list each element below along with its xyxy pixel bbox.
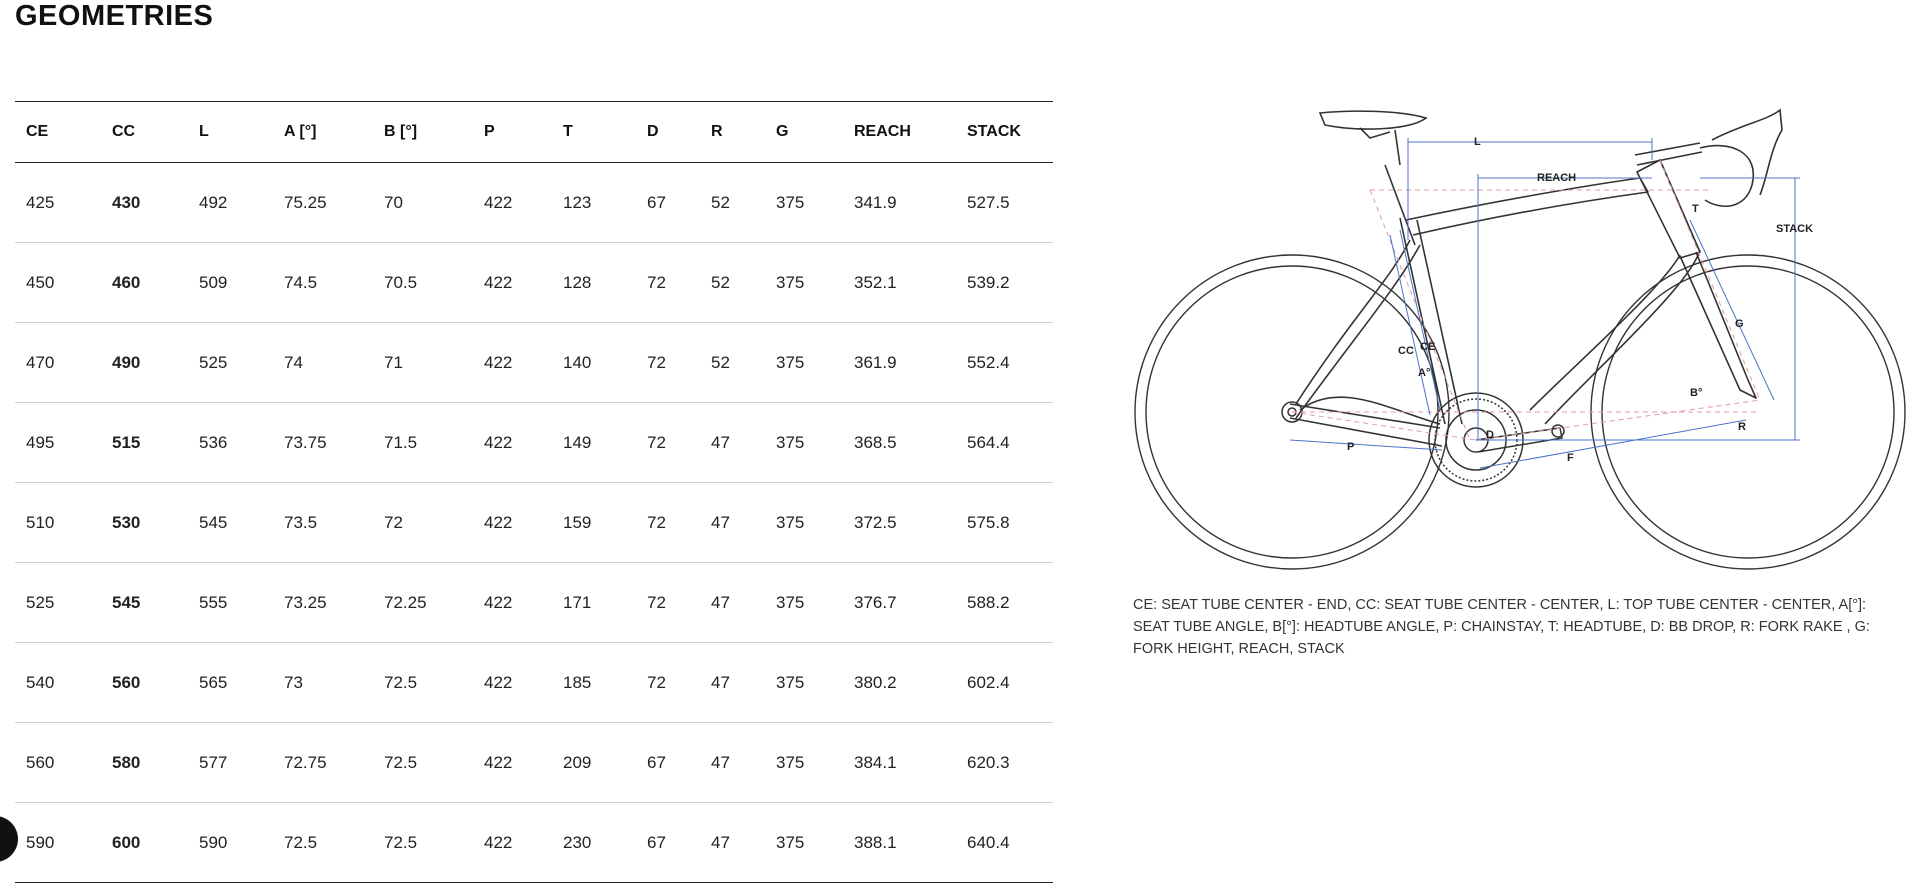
cell-cc: 460 [101, 243, 188, 323]
cell-l: 545 [188, 483, 273, 563]
cell-b: 72.5 [373, 643, 473, 723]
table-row [15, 163, 1053, 243]
column-header-b: B [°] [373, 102, 473, 163]
cell-d: 67 [636, 723, 700, 803]
cell-l: 565 [188, 643, 273, 723]
cell-g: 375 [765, 643, 843, 723]
table-row [15, 723, 1053, 803]
cell-a: 74 [273, 323, 373, 403]
label-a: A° [1418, 367, 1431, 379]
table-header-row [15, 102, 1053, 163]
cell-r: 47 [700, 563, 765, 643]
cell-t: 149 [552, 403, 636, 483]
cell-b: 72.5 [373, 723, 473, 803]
label-t: T [1692, 203, 1699, 215]
cell-p: 422 [473, 403, 552, 483]
cell-reach: 361.9 [843, 323, 956, 403]
cell-reach: 341.9 [843, 163, 956, 243]
cell-r: 47 [700, 483, 765, 563]
frame [1290, 130, 1756, 446]
cell-g: 375 [765, 163, 843, 243]
cell-stack: 620.3 [956, 723, 1053, 803]
cell-a: 74.5 [273, 243, 373, 323]
cell-ce: 450 [15, 243, 101, 323]
cell-p: 422 [473, 643, 552, 723]
label-f: F [1567, 452, 1574, 464]
label-reach: REACH [1537, 172, 1577, 184]
cell-cc: 490 [101, 323, 188, 403]
cell-ce: 510 [15, 483, 101, 563]
label-ce: CE [1420, 341, 1436, 353]
cell-l: 555 [188, 563, 273, 643]
label-r: R [1738, 421, 1746, 433]
cell-cc: 515 [101, 403, 188, 483]
cell-d: 72 [636, 563, 700, 643]
cell-g: 375 [765, 323, 843, 403]
column-header-cc: CC [101, 102, 188, 163]
cell-p: 422 [473, 163, 552, 243]
cell-reach: 372.5 [843, 483, 956, 563]
cell-d: 67 [636, 163, 700, 243]
cell-t: 128 [552, 243, 636, 323]
label-b: B° [1690, 387, 1703, 399]
table-row [15, 243, 1053, 323]
cell-p: 422 [473, 243, 552, 323]
cell-b: 71.5 [373, 403, 473, 483]
cell-ce: 470 [15, 323, 101, 403]
cell-t: 209 [552, 723, 636, 803]
label-stack: STACK [1776, 223, 1814, 235]
cell-p: 422 [473, 323, 552, 403]
cell-b: 72.5 [373, 803, 473, 883]
cell-cc: 530 [101, 483, 188, 563]
cell-g: 375 [765, 723, 843, 803]
cell-reach: 384.1 [843, 723, 956, 803]
cell-t: 123 [552, 163, 636, 243]
cell-g: 375 [765, 483, 843, 563]
column-header-l: L [188, 102, 273, 163]
cell-d: 72 [636, 483, 700, 563]
cell-p: 422 [473, 803, 552, 883]
label-d: D [1486, 429, 1494, 441]
cell-ce: 590 [15, 803, 101, 883]
cell-stack: 640.4 [956, 803, 1053, 883]
page-title: GEOMETRIES [15, 0, 214, 32]
table-row [15, 483, 1053, 563]
bike-geometry-diagram [1130, 100, 1910, 580]
cell-ce: 540 [15, 643, 101, 723]
cell-g: 375 [765, 803, 843, 883]
cell-reach: 368.5 [843, 403, 956, 483]
cell-r: 52 [700, 243, 765, 323]
column-header-ce: CE [15, 102, 101, 163]
table-row [15, 643, 1053, 723]
cell-d: 72 [636, 643, 700, 723]
label-g: G [1735, 318, 1744, 330]
cell-r: 47 [700, 403, 765, 483]
handlebar [1635, 110, 1782, 206]
cell-l: 590 [188, 803, 273, 883]
cell-t: 140 [552, 323, 636, 403]
cell-ce: 495 [15, 403, 101, 483]
cell-l: 577 [188, 723, 273, 803]
cell-d: 67 [636, 803, 700, 883]
cell-g: 375 [765, 403, 843, 483]
saddle [1320, 111, 1426, 138]
column-header-stack: STACK [956, 102, 1053, 163]
cell-a: 75.25 [273, 163, 373, 243]
cell-r: 52 [700, 163, 765, 243]
cell-b: 70 [373, 163, 473, 243]
cell-t: 171 [552, 563, 636, 643]
cell-reach: 352.1 [843, 243, 956, 323]
cell-b: 71 [373, 323, 473, 403]
column-header-t: T [552, 102, 636, 163]
cell-l: 509 [188, 243, 273, 323]
cell-a: 73 [273, 643, 373, 723]
cell-a: 73.5 [273, 483, 373, 563]
cell-r: 47 [700, 803, 765, 883]
column-header-r: R [700, 102, 765, 163]
cell-stack: 602.4 [956, 643, 1053, 723]
cell-stack: 527.5 [956, 163, 1053, 243]
cell-d: 72 [636, 403, 700, 483]
cell-b: 72 [373, 483, 473, 563]
label-p: P [1347, 441, 1355, 453]
cell-t: 230 [552, 803, 636, 883]
cell-l: 525 [188, 323, 273, 403]
cell-d: 72 [636, 323, 700, 403]
cell-ce: 525 [15, 563, 101, 643]
cell-ce: 425 [15, 163, 101, 243]
dimension-lines [1290, 138, 1800, 468]
column-header-reach: REACH [843, 102, 956, 163]
cell-p: 422 [473, 483, 552, 563]
cell-r: 52 [700, 323, 765, 403]
cell-stack: 575.8 [956, 483, 1053, 563]
cell-a: 72.5 [273, 803, 373, 883]
cell-reach: 380.2 [843, 643, 956, 723]
cell-cc: 545 [101, 563, 188, 643]
cell-cc: 430 [101, 163, 188, 243]
cell-stack: 552.4 [956, 323, 1053, 403]
cell-r: 47 [700, 643, 765, 723]
label-cc: CC [1398, 345, 1414, 357]
cell-l: 536 [188, 403, 273, 483]
cell-stack: 539.2 [956, 243, 1053, 323]
cell-a: 73.25 [273, 563, 373, 643]
cell-t: 185 [552, 643, 636, 723]
cell-d: 72 [636, 243, 700, 323]
column-header-d: D [636, 102, 700, 163]
table-row [15, 403, 1053, 483]
geometry-table [15, 101, 1053, 883]
cell-t: 159 [552, 483, 636, 563]
table-row [15, 563, 1053, 643]
cell-cc: 580 [101, 723, 188, 803]
cell-g: 375 [765, 243, 843, 323]
cell-b: 70.5 [373, 243, 473, 323]
diagram-labels [1347, 136, 1813, 464]
label-l: L [1474, 136, 1481, 148]
cell-l: 492 [188, 163, 273, 243]
cell-r: 47 [700, 723, 765, 803]
column-header-g: G [765, 102, 843, 163]
cell-cc: 560 [101, 643, 188, 723]
cell-ce: 560 [15, 723, 101, 803]
cell-cc: 600 [101, 803, 188, 883]
cell-p: 422 [473, 723, 552, 803]
cell-reach: 388.1 [843, 803, 956, 883]
table-row [15, 323, 1053, 403]
cell-a: 72.75 [273, 723, 373, 803]
cell-stack: 588.2 [956, 563, 1053, 643]
cell-p: 422 [473, 563, 552, 643]
column-header-p: P [473, 102, 552, 163]
geometry-legend-caption: CE: SEAT TUBE CENTER - END, CC: SEAT TUBE CENTER - CENTER, L: TOP TUBE CENTER - CENTER, A[°]: SEAT TUBE ANGLE, B[°]: HEADTUBE ANGLE, P: CHAINSTAY, T: HEADTUBE, D: BB DROP, R: FORK RAKE , G: FORK HEIGHT, REACH, STACK [1133, 597, 1870, 657]
cell-a: 73.75 [273, 403, 373, 483]
cell-b: 72.25 [373, 563, 473, 643]
table-row [15, 803, 1053, 883]
column-header-a: A [°] [273, 102, 373, 163]
cell-stack: 564.4 [956, 403, 1053, 483]
cell-reach: 376.7 [843, 563, 956, 643]
cell-g: 375 [765, 563, 843, 643]
